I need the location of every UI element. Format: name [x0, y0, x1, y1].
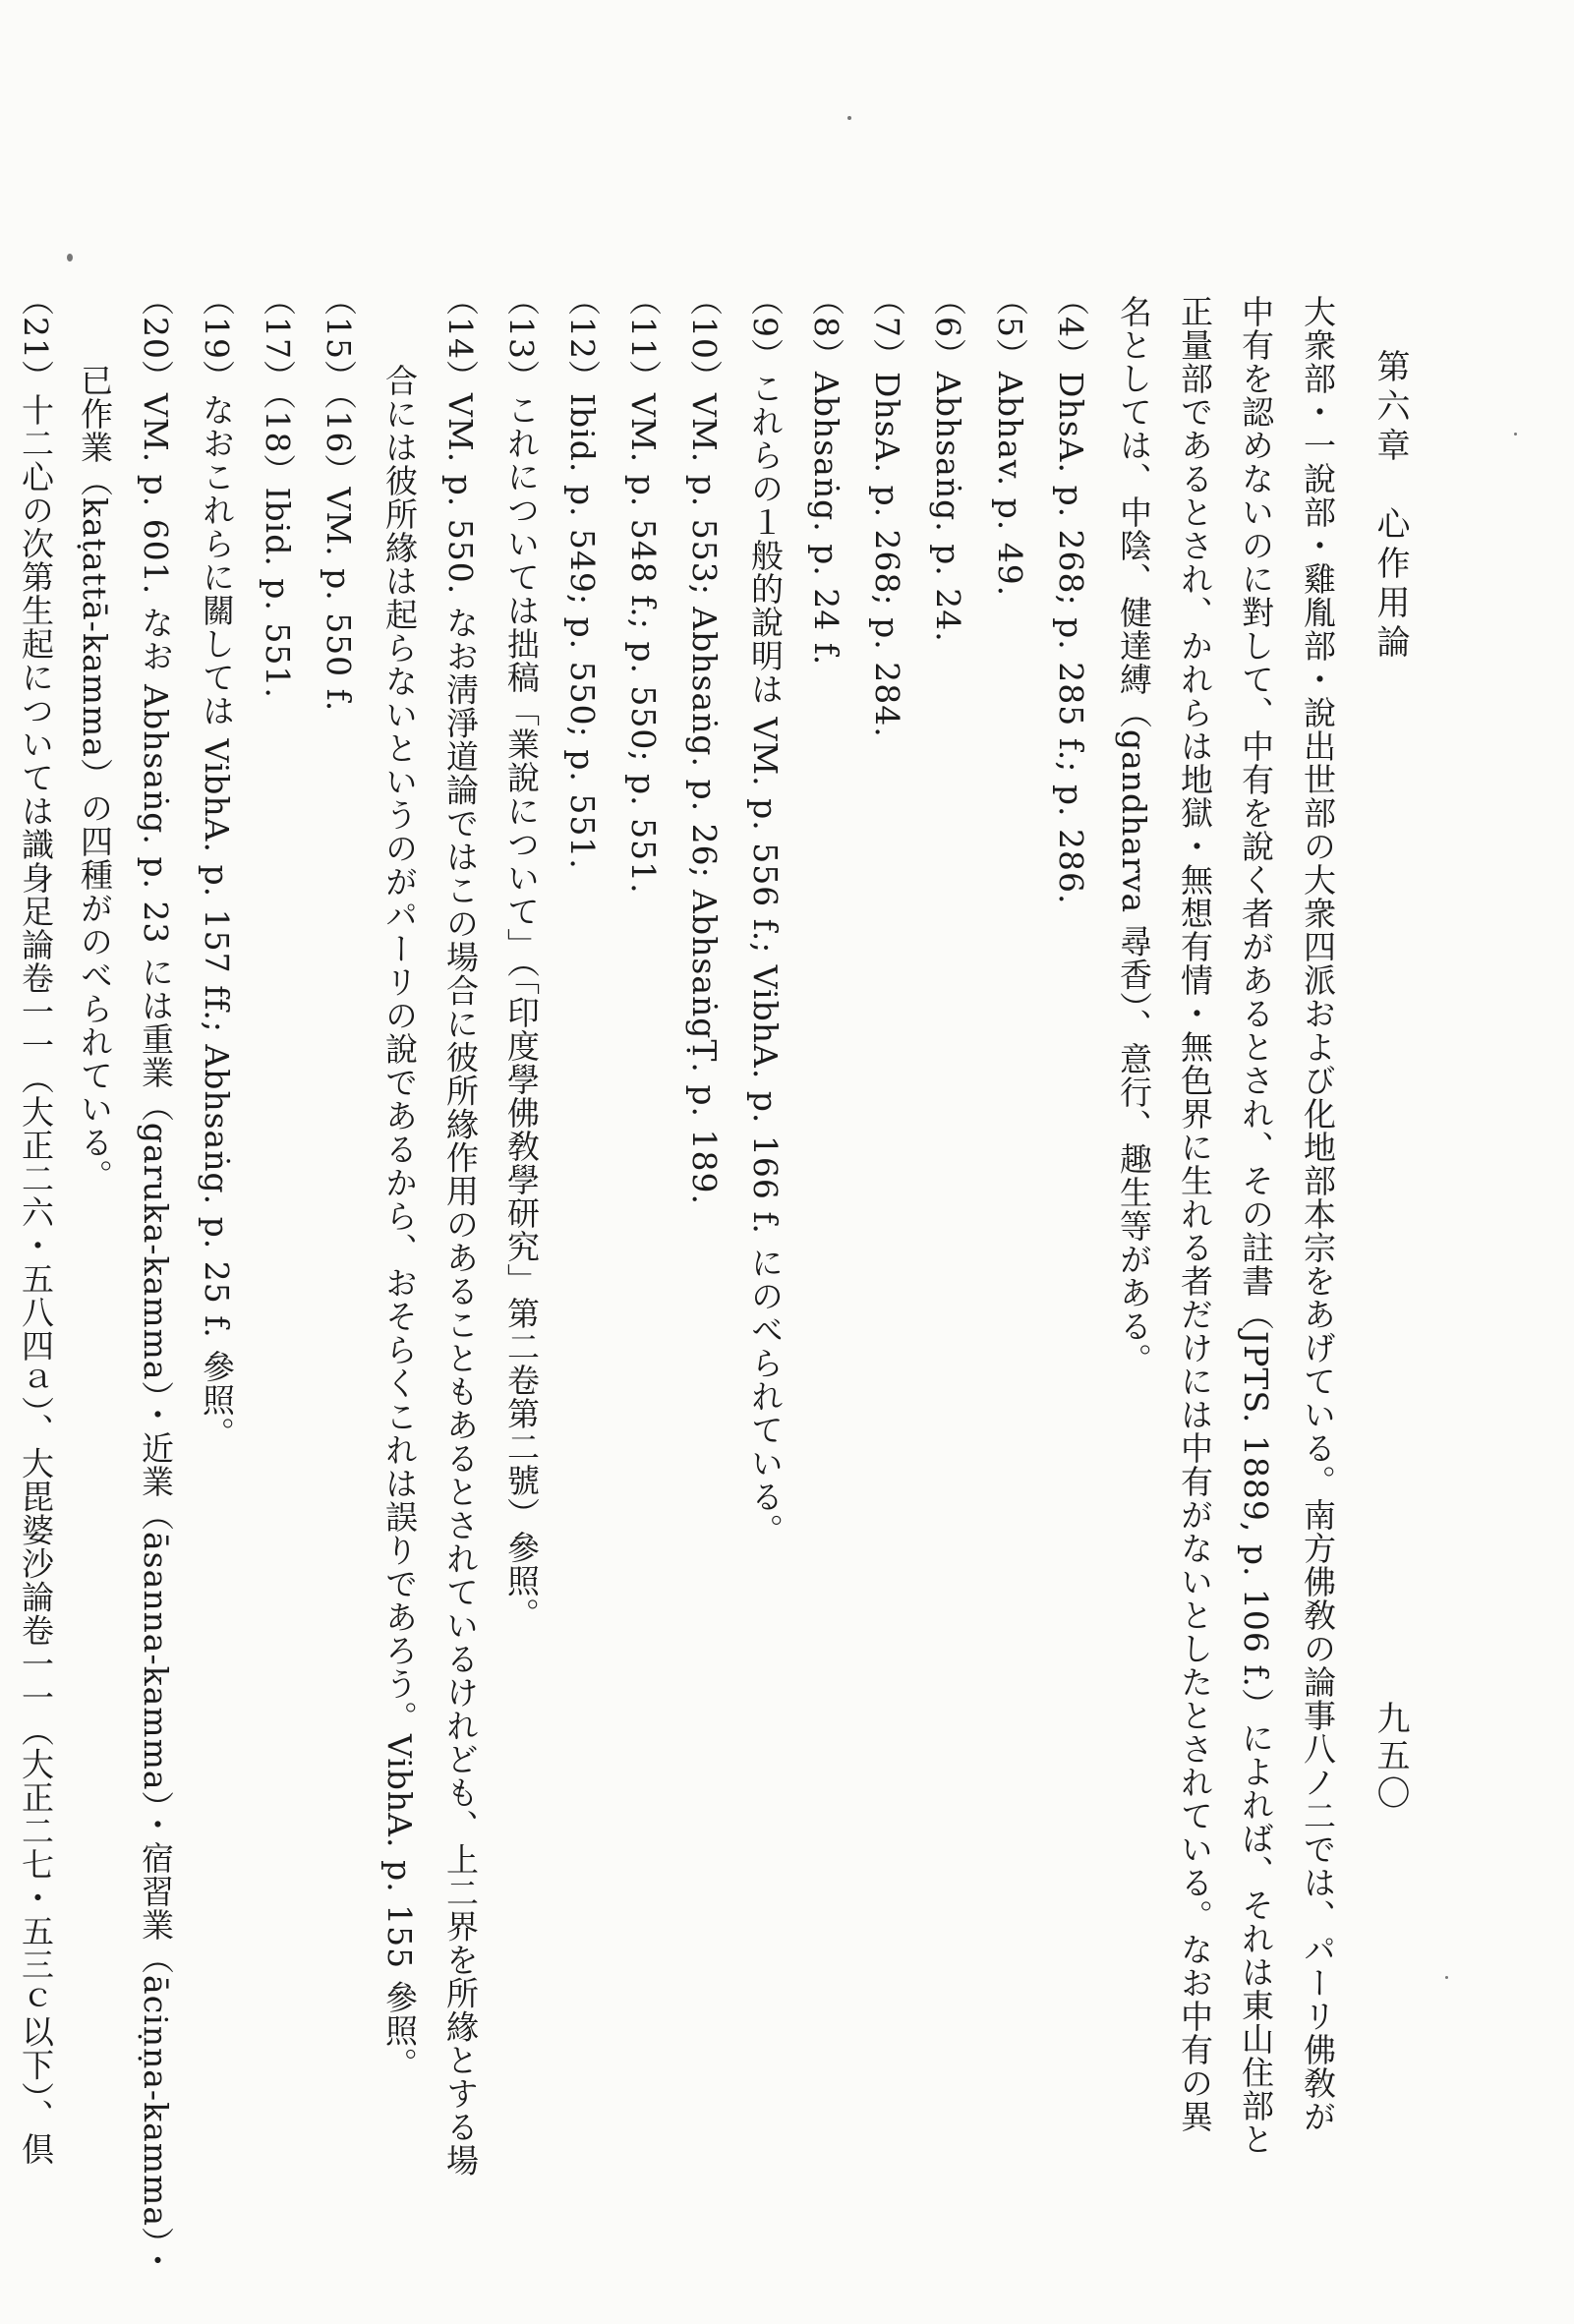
note-text: これについては拙稿「業說について」（「印度學佛敎學研究」第二卷第二號）參照。 [502, 393, 541, 1631]
note [256, 283, 299, 699]
note-number: （4） [1052, 283, 1090, 372]
page-number: 九五〇 [1370, 1701, 1410, 1813]
note [134, 283, 177, 2278]
note [926, 283, 969, 643]
note [682, 283, 726, 1205]
note-number: （9） [746, 283, 785, 372]
note-text: Ibid. p. 549; p. 550; p. 551. [563, 393, 602, 870]
note-number: （14） [441, 283, 480, 393]
paragraph-line: 正量部であるとされ、かれらは地獄・無想有情・無色界に生れる者だけには中有がないとしたとされている。なお中有の異 [1176, 295, 1214, 2133]
note-number: （20） [137, 283, 175, 393]
note-number: （6） [929, 283, 967, 372]
scan-speck [1514, 433, 1517, 436]
note [988, 283, 1031, 597]
note-text: VM. p. 550. なお淸淨道論ではこの場合に彼所緣作用のあることもあるとされているけれども、上二界を所緣とする場 [441, 393, 480, 2178]
note-text: 十二心の次第生起については識身足論卷一一（大正二六・五八四ａ）、大毘婆沙論卷一一（大正二七・五三ｃ以下）、倶 [17, 393, 55, 2166]
note-continuation [73, 364, 116, 1192]
note-text: VM. p. 553; Abhsaṅg. p. 26; AbhsaṅgṬ. p. 189. [685, 393, 724, 1205]
note-text: 已作業（kaṭattā-kamma）の四種がのべられている。 [76, 364, 114, 1192]
note-text: これらの１般的說明は VM. p. 556 f.; VibhA. p. 166 f. にのべられている。 [746, 372, 785, 1547]
note [621, 283, 665, 895]
note-number: （17）（18） [259, 283, 297, 488]
scan-speck [67, 254, 73, 261]
note-number: （13） [502, 283, 541, 393]
note-number: （8） [807, 283, 845, 372]
note [560, 283, 604, 870]
note-text: Abhav. p. 49. [991, 372, 1029, 598]
note [743, 283, 787, 1546]
note-continuation [378, 364, 421, 2081]
note [317, 283, 360, 712]
note [865, 283, 908, 738]
note-number: （5） [991, 283, 1029, 372]
paragraph-line: 大衆部・一說部・雞胤部・說出世部の大衆四派および化地部本宗をあげている。南方佛敎の論事八ノ二では、パーリ佛敎が [1299, 295, 1337, 2133]
note-text: Abhsaṅg. p. 24. [929, 372, 967, 643]
note-text: Ibid. p. 551. [259, 487, 297, 699]
note [1049, 283, 1092, 904]
note-text: 合には彼所緣は起らないというのがパーリの說であるから、おそらくこれは誤りであろう。VibhA. p. 155 參照。 [380, 364, 419, 2081]
note-number: （19） [198, 283, 236, 393]
running-head: 第六章 心作用論 [1370, 349, 1410, 664]
note-text: VM. p. 550 f. [320, 487, 358, 713]
paragraph-line: 中有を認めないのに對して、中有を說く者があるとされ、その註書（JPTS. 1889, p. 106 f.）によれば、それは東山住部と [1237, 295, 1275, 2156]
scan-speck [847, 116, 851, 120]
note-number: （11） [624, 283, 663, 393]
note [438, 283, 482, 2178]
scan-speck [1445, 1976, 1448, 1979]
note-number: （15）（16） [320, 283, 358, 488]
note-text: DhsA. p. 268; p. 285 f.; p. 286. [1052, 372, 1090, 905]
paragraph-line: 名としては、中陰、健達縛（gandharva 尋香）、意行、趣生等がある。 [1115, 295, 1153, 1377]
note-number: （10） [685, 283, 724, 393]
note-text: VM. p. 548 f.; p. 550; p. 551. [624, 393, 663, 895]
note-text: DhsA. p. 268; p. 284. [868, 372, 906, 738]
note-number: （12） [563, 283, 602, 393]
note-number: （7） [868, 283, 906, 372]
note-number: （21） [17, 283, 55, 393]
note-text: VM. p. 601. なお Abhsaṅg. p. 23 には重業（garuka-kamma）・近業（āsanna-kamma）・宿習業（āciṇṇa-kamma）・ [137, 393, 175, 2278]
note-text: Abhsaṅg. p. 24 f. [807, 372, 845, 667]
note-text: なおこれらに關しては VibhA. p. 157 ff.; Abhsaṅg. p. 25 f. 參照。 [198, 393, 236, 1451]
note [14, 283, 57, 2166]
note [804, 283, 847, 666]
note [499, 283, 543, 1631]
note [195, 283, 238, 1450]
